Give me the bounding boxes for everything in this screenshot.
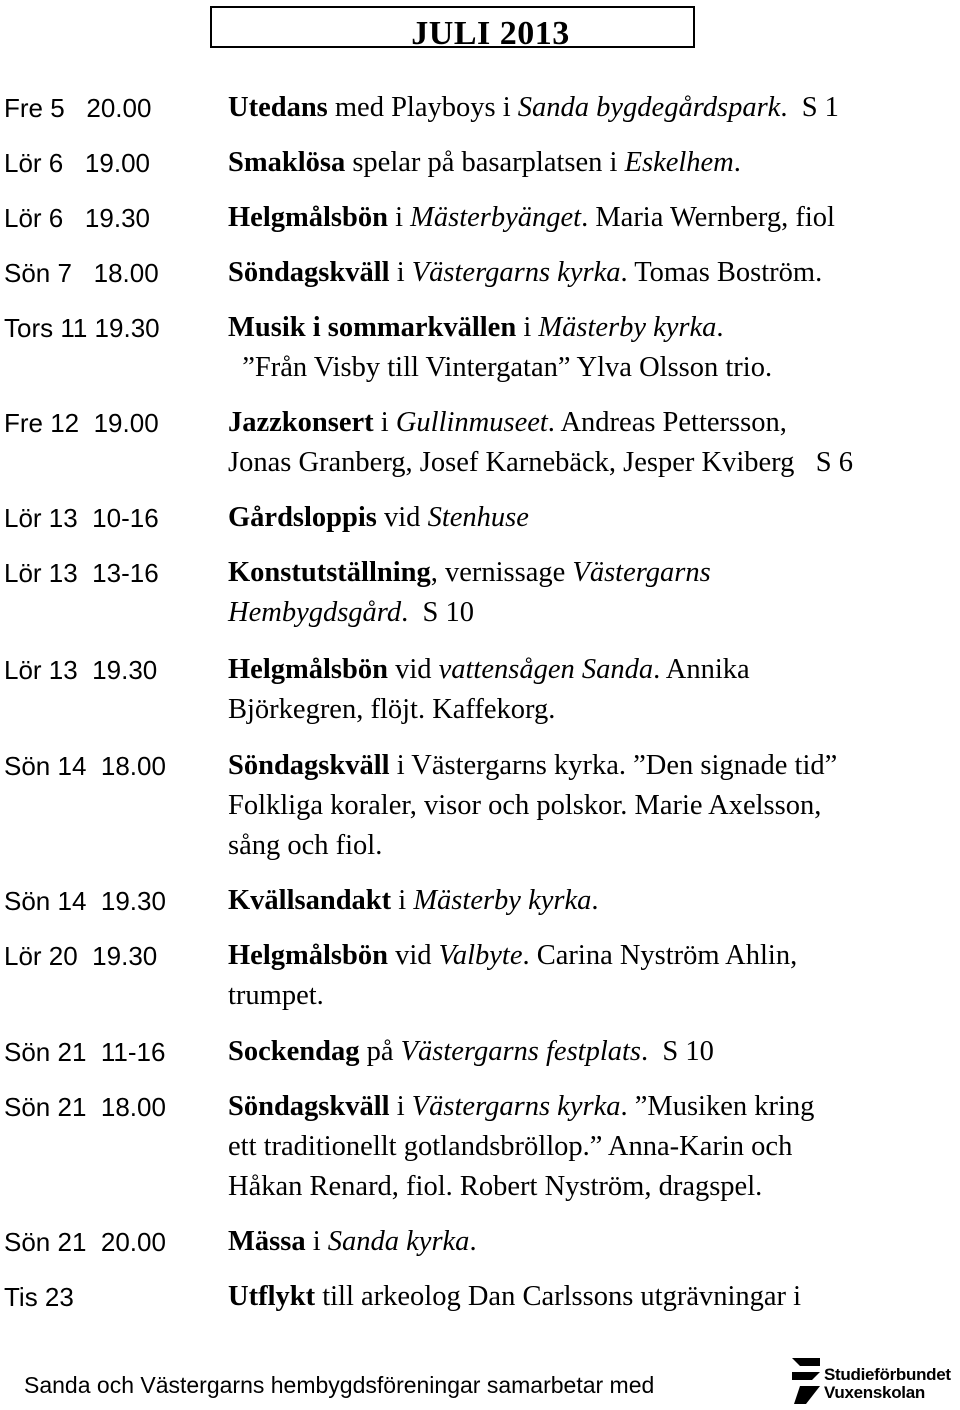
event-text: i [305, 1226, 328, 1257]
event-description [228, 1222, 948, 1262]
event-date: Lör 13 10-16 [4, 503, 159, 533]
event-text: . Maria Wernberg, fiol [581, 202, 835, 233]
event-description [228, 498, 948, 538]
event-date: Lör 6 19.00 [4, 148, 150, 178]
event-place: Gullinmuseet [395, 407, 548, 438]
event-text: . S 10 [401, 597, 474, 628]
event-text: med Playboys i [327, 92, 518, 123]
event-text: vid [376, 502, 428, 533]
event-text: i Västergarns kyrka. ”Den signade tid” [389, 750, 838, 781]
event-text: ett traditionellt gotlandsbröllop.” Anna-Karin och [228, 1131, 793, 1162]
event-title: Helgmålsbön [228, 654, 388, 685]
event-description [228, 881, 948, 921]
month-title-box [210, 6, 695, 52]
event-description [228, 253, 948, 293]
event-date: Lör 13 19.30 [4, 655, 158, 685]
event-date: Tis 23 [4, 1282, 74, 1312]
event-description [228, 1277, 948, 1317]
event-date: Sön 21 11-16 [4, 1037, 166, 1067]
vuxenskolan-logo-icon [790, 1354, 822, 1406]
event-description [228, 198, 948, 238]
event-description [228, 553, 948, 633]
event-description [228, 308, 948, 388]
event-text: Folkliga koraler, visor och polskor. Marie Axelsson, [228, 790, 822, 821]
event-description [228, 1032, 948, 1072]
event-title: Söndagskväll [228, 257, 390, 288]
event-title: Smaklösa [228, 147, 346, 178]
event-place: Eskelhem [624, 147, 734, 178]
event-date: Sön 14 19.30 [4, 886, 166, 916]
event-title: Kvällsandakt [228, 885, 392, 916]
event-title: Söndagskväll [228, 750, 390, 781]
event-text: vid [387, 654, 439, 685]
event-title: Jazzkonsert [228, 407, 374, 438]
event-title: Utedans [228, 92, 328, 123]
event-text: Håkan Renard, fiol. Robert Nyström, dragspel. [228, 1171, 763, 1202]
event-text: . [733, 147, 741, 178]
event-title: Sockendag [228, 1036, 360, 1067]
event-title: Gårdsloppis [228, 502, 377, 533]
event-place: Valbyte [438, 940, 523, 971]
event-text: . Annika [653, 654, 750, 685]
event-text: . [591, 885, 599, 916]
event-description [228, 143, 948, 183]
event-description [228, 650, 948, 730]
event-title: Mässa [228, 1226, 306, 1257]
event-date: Sön 7 18.00 [4, 258, 159, 288]
event-text: . Carina Nyström Ahlin, [522, 940, 798, 971]
event-text: spelar på basarplatsen i [345, 147, 625, 178]
event-place: Sanda bygdegårdspark [517, 92, 781, 123]
event-place: Mästerby kyrka [538, 312, 717, 343]
event-description [228, 1087, 948, 1207]
event-title: Musik i sommarkvällen [228, 312, 517, 343]
event-text: ”Från Visby till Vintergatan” Ylva Olsson trio. [228, 352, 773, 383]
event-date: Fre 5 20.00 [4, 93, 152, 123]
event-text: . ”Musiken kring [620, 1091, 815, 1122]
event-place: Västergarns festplats [400, 1036, 642, 1067]
logo-line2: Vuxenskolan [824, 1383, 925, 1402]
event-description [228, 936, 948, 1016]
event-text: till arkeolog Dan Carlssons utgrävningar i [315, 1281, 802, 1312]
event-place: Sanda kyrka [327, 1226, 470, 1257]
event-text: Björkegren, flöjt. Kaffekorg. [228, 694, 556, 725]
event-text: , vernissage [430, 557, 573, 588]
event-title: Helgmålsbön [228, 940, 388, 971]
event-text: i [389, 1091, 412, 1122]
event-text: . [716, 312, 724, 343]
event-place: vattensågen Sanda [438, 654, 654, 685]
event-text: trumpet. [228, 980, 324, 1011]
event-description [228, 88, 948, 128]
event-place: Mästerby kyrka [413, 885, 592, 916]
event-place: Mästerbyänget [410, 202, 582, 233]
event-date: Fre 12 19.00 [4, 408, 159, 438]
event-text: . S 10 [641, 1036, 714, 1067]
event-text: . Tomas Boström. [620, 257, 823, 288]
event-place: Hembygdsgård [228, 597, 402, 628]
event-date: Sön 14 18.00 [4, 751, 166, 781]
event-date: Tors 11 19.30 [4, 313, 160, 343]
event-text: i [373, 407, 396, 438]
event-title: Helgmålsbön [228, 202, 388, 233]
event-date: Sön 21 18.00 [4, 1092, 166, 1122]
event-text: vid [387, 940, 439, 971]
event-title: Utflykt [228, 1281, 316, 1312]
event-text: på [359, 1036, 401, 1067]
event-description [228, 403, 948, 483]
event-place: Stenhuse [427, 502, 529, 533]
event-description [228, 746, 948, 866]
event-place: Västergarns [572, 557, 711, 588]
footer-text: Sanda och Västergarns hembygdsföreningar samarbetar med [24, 1372, 655, 1398]
event-text: i [391, 885, 414, 916]
event-date: Lör 13 13-16 [4, 558, 159, 588]
event-date: Lör 20 19.30 [4, 941, 158, 971]
event-title: Konstutställning [228, 557, 431, 588]
event-text: . Andreas Pettersson, [547, 407, 787, 438]
event-title: Söndagskväll [228, 1091, 390, 1122]
logo-line1: Studieförbundet [824, 1365, 951, 1384]
event-text: Jonas Granberg, Josef Karnebäck, Jesper Kviberg S 6 [228, 447, 853, 478]
event-text: . [469, 1226, 477, 1257]
event-place: Västergarns kyrka [411, 257, 621, 288]
event-date: Lör 6 19.30 [4, 203, 150, 233]
event-place: Västergarns kyrka [411, 1091, 621, 1122]
event-text: i [389, 257, 412, 288]
event-text: i [516, 312, 539, 343]
event-text: sång och fiol. [228, 830, 383, 861]
month-title: JULI 2013 [411, 15, 570, 52]
event-date: Sön 21 20.00 [4, 1227, 166, 1257]
studieforbundet-logo [790, 1352, 955, 1408]
event-text: i [387, 202, 411, 233]
event-text: . S 1 [780, 92, 839, 123]
